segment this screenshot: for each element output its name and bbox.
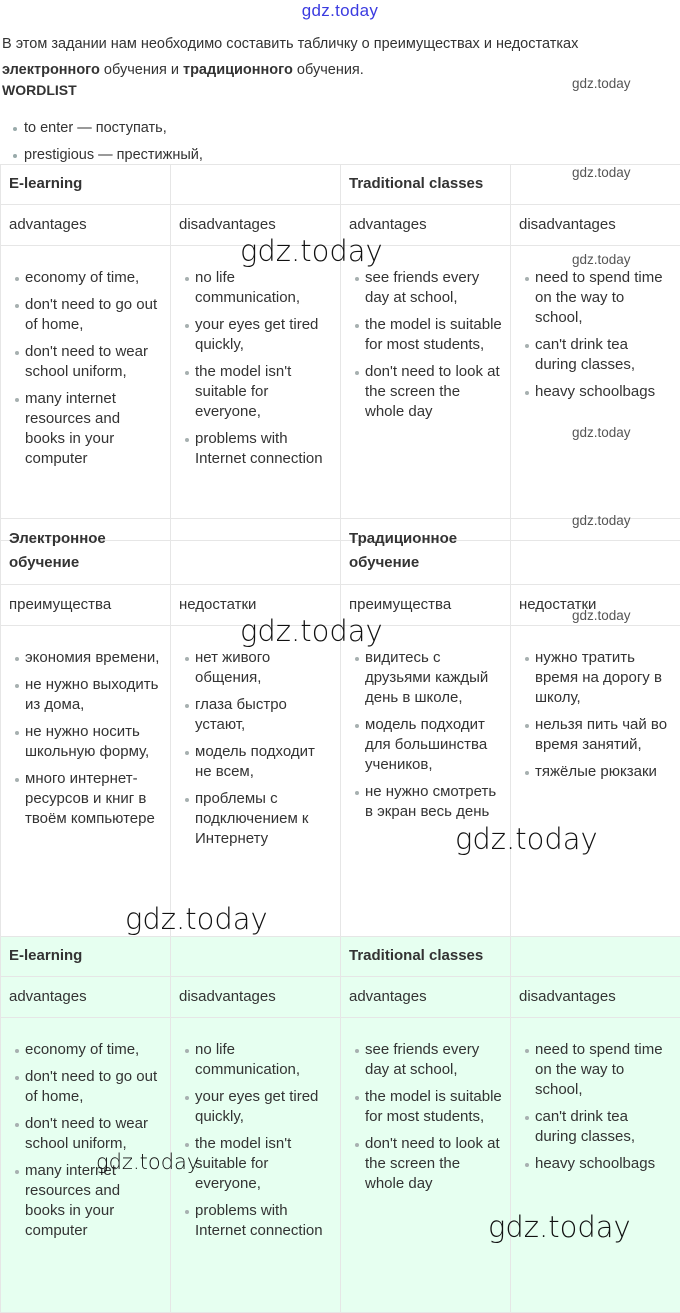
subheader-cell: disadvantages <box>511 205 680 246</box>
intro-text-2: обучения и <box>100 62 183 78</box>
bullet-list <box>519 648 672 782</box>
header-cell: Традиционное обучение <box>341 519 511 585</box>
watermark: gdz.today <box>572 165 631 180</box>
list-item: economy of time, <box>1 268 162 288</box>
intro-text-3: обучения. <box>293 62 364 78</box>
watermark: gdz.today <box>240 614 383 648</box>
list-cell <box>341 246 511 541</box>
header-cell: Traditional classes <box>341 165 511 205</box>
subheader-cell: disadvantages <box>511 977 680 1018</box>
list-item: модель подходит не всем, <box>171 742 332 782</box>
list-item: the model is suitable for most students, <box>341 315 502 355</box>
subheader-cell: disadvantages <box>171 977 341 1018</box>
list-item: не нужно выходить из дома, <box>1 675 162 715</box>
header-cell <box>171 937 341 977</box>
list-cell <box>511 246 680 541</box>
subheader-cell: advantages <box>341 205 511 246</box>
watermark: gdz.today <box>125 902 268 936</box>
table-english-highlighted <box>0 936 680 1313</box>
bullet-list <box>179 1040 332 1241</box>
header-cell: Traditional classes <box>341 937 511 977</box>
list-cell <box>1 626 171 961</box>
bullet-list <box>9 1040 162 1241</box>
list-item: много интернет-ресурсов и книг в твоём компьютере <box>1 769 162 829</box>
list-item: the model isn't suitable for everyone, <box>171 362 332 422</box>
list-item: don't need to wear school uniform, <box>1 342 162 382</box>
subheader-cell: advantages <box>341 977 511 1018</box>
bullet-list <box>519 1040 672 1174</box>
intro-bold-2: традиционного <box>183 62 293 78</box>
subheader-cell: disadvantages <box>171 205 341 246</box>
list-cell <box>511 626 680 961</box>
list-item: не нужно смотреть в экран весь день <box>341 782 502 822</box>
header-cell <box>511 937 680 977</box>
watermark: gdz.today <box>572 252 631 267</box>
watermark: gdz.today <box>572 513 631 528</box>
list-item: модель подходит для большинства учеников, <box>341 715 502 775</box>
list-item: нет живого общения, <box>171 648 332 688</box>
header-cell: E-learning <box>1 937 171 977</box>
watermark: gdz.today <box>96 1150 199 1174</box>
list-item: can't drink tea during classes, <box>511 335 672 375</box>
list-item: don't need to go out of home, <box>1 1067 162 1107</box>
subheader-cell: недостатки <box>171 585 341 626</box>
list-item: the model isn't suitable for everyone, <box>171 1134 332 1194</box>
bullet-list <box>349 648 502 822</box>
list-item: экономия времени, <box>1 648 162 668</box>
list-item: no life communication, <box>171 268 332 308</box>
list-item: тяжёлые рюкзаки <box>511 762 672 782</box>
list-cell <box>171 246 341 541</box>
list-item: don't need to go out of home, <box>1 295 162 335</box>
header-cell <box>171 519 341 585</box>
header-cell <box>171 165 341 205</box>
list-item: нельзя пить чай во время занятий, <box>511 715 672 755</box>
list-item: heavy schoolbags <box>511 1154 672 1174</box>
bullet-list <box>179 268 332 469</box>
watermark: gdz.today <box>488 1210 631 1244</box>
list-cell <box>511 1018 680 1313</box>
table-russian <box>0 518 680 961</box>
watermark: gdz.today <box>240 234 383 268</box>
list-item: don't need to look at the screen the whole day <box>341 1134 502 1194</box>
bullet-list <box>9 268 162 469</box>
watermark: gdz.today <box>572 425 631 440</box>
list-item: видитесь с друзьями каждый день в школе, <box>341 648 502 708</box>
list-item: don't need to look at the screen the whole day <box>341 362 502 422</box>
watermark: gdz.today <box>455 822 598 856</box>
list-cell <box>1 1018 171 1313</box>
list-item: economy of time, <box>1 1040 162 1060</box>
list-cell <box>341 626 511 961</box>
list-item: your eyes get tired quickly, <box>171 315 332 355</box>
intro-bold-1: электронного <box>2 62 100 78</box>
list-item: heavy schoolbags <box>511 382 672 402</box>
list-item: can't drink tea during classes, <box>511 1107 672 1147</box>
subheader-cell: недостатки <box>511 585 680 626</box>
list-cell <box>171 626 341 961</box>
table-english <box>0 164 680 541</box>
list-item: глаза быстро устают, <box>171 695 332 735</box>
top-watermark-link[interactable]: gdz.today <box>0 1 680 21</box>
bullet-list <box>349 1040 502 1194</box>
list-item: your eyes get tired quickly, <box>171 1087 332 1127</box>
list-item: не нужно носить школьную форму, <box>1 722 162 762</box>
bullet-list <box>349 268 502 422</box>
wordlist-item: to enter — поступать, <box>0 118 203 138</box>
bullet-list <box>519 268 672 402</box>
list-item: problems with Internet connection <box>171 1201 332 1241</box>
header-cell: Электронное обучение <box>1 519 171 585</box>
list-item: don't need to wear school uniform, <box>1 1114 162 1154</box>
list-item: see friends every day at school, <box>341 268 502 308</box>
subheader-cell: advantages <box>1 205 171 246</box>
wordlist-item: prestigious — престижный, <box>0 145 203 165</box>
list-item: need to spend time on the way to school, <box>511 268 672 328</box>
list-item: many internet resources and books in your computer <box>1 1161 162 1241</box>
list-item: the model is suitable for most students, <box>341 1087 502 1127</box>
watermark: gdz.today <box>572 76 631 91</box>
list-item: see friends every day at school, <box>341 1040 502 1080</box>
list-item: нужно тратить время на дорогу в школу, <box>511 648 672 708</box>
bullet-list <box>9 648 162 829</box>
list-cell <box>1 246 171 541</box>
list-item: need to spend time on the way to school, <box>511 1040 672 1100</box>
watermark: gdz.today <box>572 608 631 623</box>
wordlist-heading: WORDLIST <box>2 82 77 98</box>
header-cell <box>511 165 680 205</box>
header-cell: E-learning <box>1 165 171 205</box>
list-item: проблемы с подключением к Интернету <box>171 789 332 849</box>
subheader-cell: преимущества <box>341 585 511 626</box>
list-item: many internet resources and books in your computer <box>1 389 162 469</box>
list-cell <box>171 1018 341 1313</box>
intro-text-1: В этом задании нам необходимо составить табличку о преимуществах и недостатках <box>2 36 578 52</box>
intro-paragraph <box>2 31 678 83</box>
subheader-cell: преимущества <box>1 585 171 626</box>
list-item: no life communication, <box>171 1040 332 1080</box>
list-item: problems with Internet connection <box>171 429 332 469</box>
subheader-cell: advantages <box>1 977 171 1018</box>
bullet-list <box>179 648 332 849</box>
header-cell <box>511 519 680 585</box>
list-cell <box>341 1018 511 1313</box>
